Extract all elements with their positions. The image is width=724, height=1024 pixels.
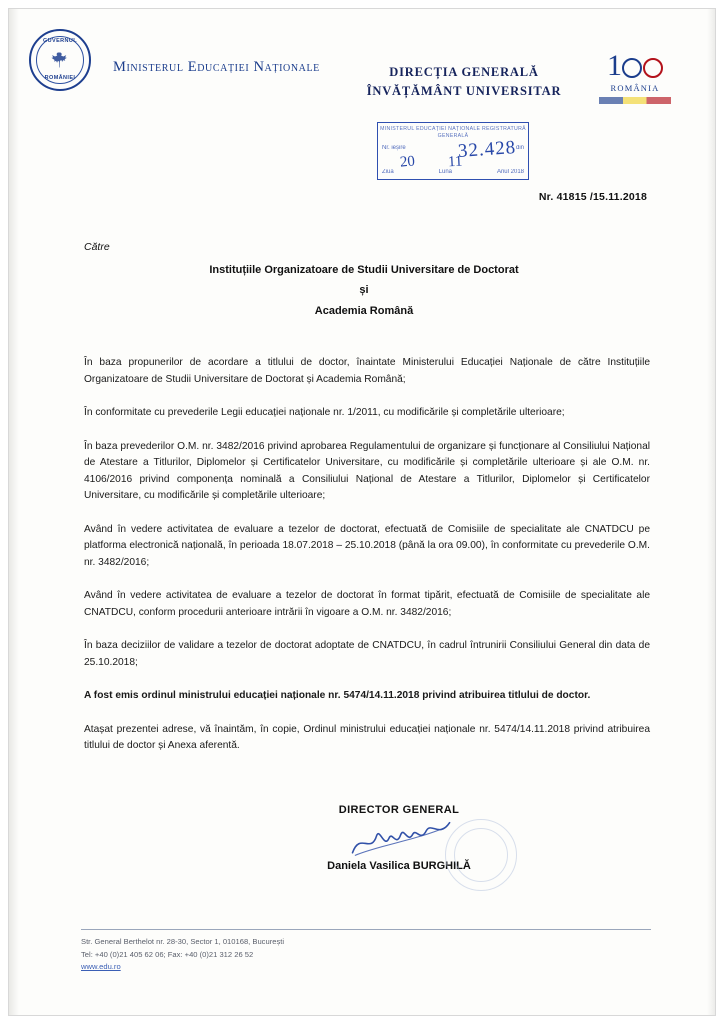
registry-stamp xyxy=(377,122,529,180)
crest-top-text: GUVERNUL xyxy=(42,37,78,44)
registry-stamp-nr-label: Nr. ieșire xyxy=(382,145,406,151)
document-footer xyxy=(81,936,661,974)
document-number: Nr. 41815 /15.11.2018 xyxy=(538,191,647,203)
registry-stamp-handwritten-day: 20 xyxy=(399,153,416,171)
addressee-prefix: Către xyxy=(84,241,110,253)
addressee-block xyxy=(84,260,644,321)
registry-stamp-anul-label: Anul 2018 xyxy=(496,169,524,175)
registry-stamp-ziua-label: Ziua xyxy=(382,169,394,175)
directorate-line-2: ÎNVĂȚĂMÂNT UNIVERSITAR xyxy=(366,83,562,98)
body-paragraph: Atașat prezentei adrese, vă înaintăm, în copie, Ordinul ministrului educației naționale nr. 5474/14.11.2018 privind atribuirea titlului de doctor și Anexa aferentă. xyxy=(84,723,650,752)
tricolor-bar-icon xyxy=(599,97,671,104)
centenary-logo xyxy=(589,51,681,104)
registry-stamp-title: MINISTERUL EDUCAȚIEI NAȚIONALE REGISTRATURĂ GENERALĂ xyxy=(380,126,526,139)
directorate-title xyxy=(349,63,579,101)
footer-website-link[interactable]: www.edu.ro xyxy=(81,962,121,972)
signatory-name: Daniela Vasilica BURGHILĂ xyxy=(327,860,471,872)
registry-stamp-handwritten-month: 11 xyxy=(447,153,463,171)
body-paragraph: În conformitate cu prevederile Legii educației naționale nr. 1/2011, cu modificările și completările ulterioare; xyxy=(84,407,565,419)
romania-coat-of-arms-icon xyxy=(29,29,91,91)
centenary-label: ROMÂNIA xyxy=(610,83,660,93)
registry-stamp-luna-label: Luna xyxy=(438,169,452,175)
registry-stamp-din-label: din xyxy=(515,145,524,151)
body-paragraph: În baza prevederilor O.M. nr. 3482/2016 privind aprobarea Regulamentului de organizare și funcționare al Consiliului Național de Atestare a Titlurilor, Diplomelor și Certificatelor Universitare, cu modificările și completările ulterioare și ale O.M. nr. 4106/2016 privind componența nominală a Consiliului Național de Atestare a Titlurilor, Diplomelor și Certificatelor Universitare, cu modificările și completările ulterioare; xyxy=(84,440,650,502)
document-body xyxy=(84,355,650,772)
footer-address: Str. General Berthelot nr. 28-30, Sector 1, 010168, București xyxy=(81,937,285,946)
body-paragraph: Având în vedere activitatea de evaluare a tezelor de doctorat, efectuată de Comisiile de specialitate ale CNATDCU pe platforma electronică națională, în perioada 18.07.2018 – 25.10.2018 (până la ora 09.00), în conformitate cu prevederile O.M. nr. 3482/2016; xyxy=(84,523,650,568)
footer-divider xyxy=(81,929,651,930)
body-paragraph: Având în vedere activitatea de evaluare a tezelor de doctorat în format tipărit, efectuată de Comisiile de specialitate ale CNATDCU, conform procedurii anterioare intrării în vigoare a O.M. nr. 3482/2016; xyxy=(84,590,650,618)
document-header xyxy=(9,23,716,115)
registry-stamp-handwritten-number: 32.428 xyxy=(457,136,517,163)
round-seal-icon xyxy=(445,819,517,891)
crest-bottom-text: ROMÂNIEI xyxy=(44,75,76,81)
addressee-line-2: Academia Română xyxy=(314,304,414,317)
ministry-title: Ministerul Educației Naționale xyxy=(113,59,320,75)
body-paragraph-highlight: A fost emis ordinul ministrului educației naționale nr. 5474/14.11.2018 privind atribuirea titlului de doctor. xyxy=(84,690,591,702)
centenary-mark: 1 xyxy=(589,51,681,81)
addressee-line-1: Instituțiile Organizatoare de Studii Universitare de Doctorat xyxy=(209,264,519,276)
footer-contact: Tel: +40 (0)21 405 62 06; Fax: +40 (0)21 312 26 52 xyxy=(81,949,254,959)
addressee-conjunction: și xyxy=(359,284,369,297)
body-paragraph: În baza propunerilor de acordare a titlului de doctor, înaintate Ministerului Educației Naționale de către Instituțiile Organizatoare de Studii Universitare de Doctorat și Academia Română; xyxy=(84,357,650,385)
signatory-title: DIRECTOR GENERAL xyxy=(338,804,460,816)
directorate-line-1: DIRECȚIA GENERALĂ xyxy=(389,65,539,79)
document-page xyxy=(8,8,716,1016)
body-paragraph: În baza deciziilor de validare a tezelor de doctorat adoptate de CNATDCU, în cadrul întrunirii Consiliului General din data de 25.10.2018; xyxy=(84,640,650,668)
eagle-icon xyxy=(50,50,70,70)
